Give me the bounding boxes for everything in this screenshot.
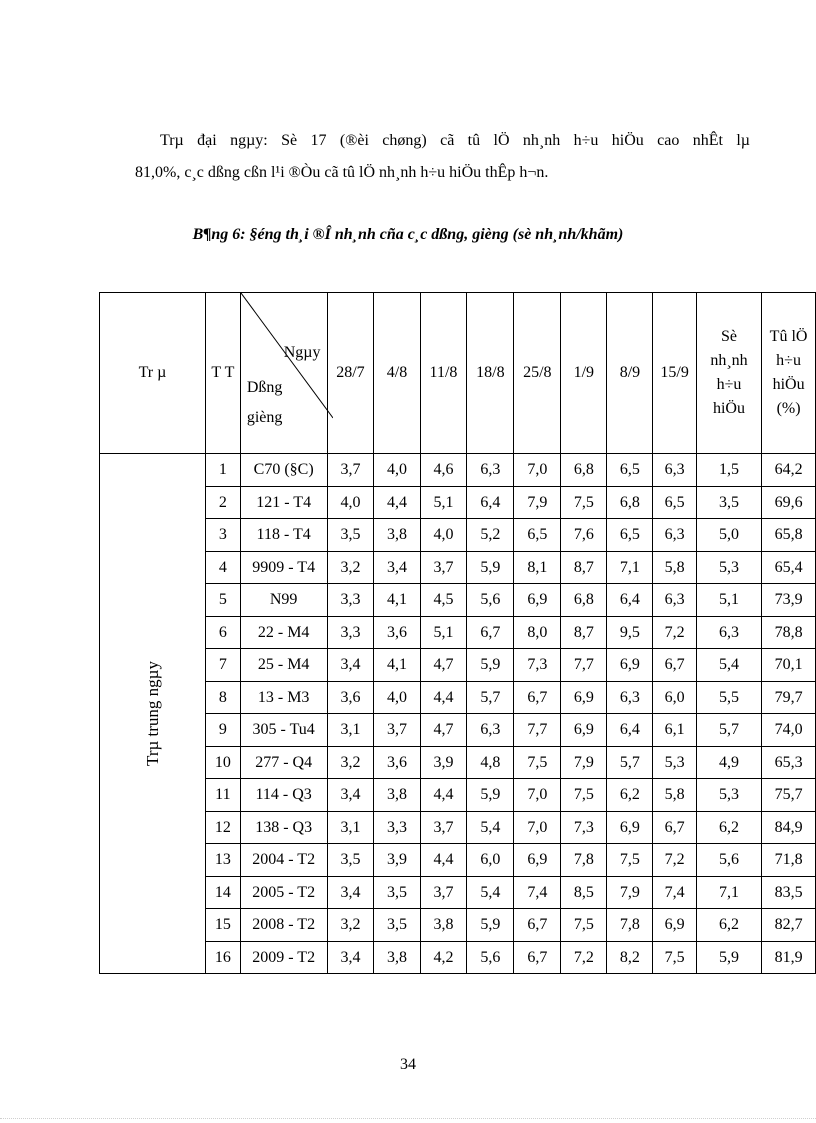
row-value-cell: 6,0	[653, 681, 696, 714]
row-value-cell: 4,0	[374, 454, 420, 487]
row-value-cell: 4,4	[420, 844, 467, 877]
row-value-cell: 3,4	[374, 551, 420, 584]
header-diagonal-cell	[240, 293, 327, 454]
header-date-7: 8/9	[607, 293, 653, 454]
group-label: Trµ trung ngµy	[142, 661, 162, 766]
row-value-cell: 6,9	[561, 714, 607, 747]
row-value-cell: 5,1	[420, 616, 467, 649]
row-value-cell: 3,9	[374, 844, 420, 877]
row-effective-cell: 5,5	[696, 681, 761, 714]
row-value-cell: 5,9	[467, 779, 514, 812]
row-value-cell: 3,2	[327, 909, 374, 942]
row-value-cell: 7,0	[514, 454, 561, 487]
header-date-8: 15/9	[653, 293, 696, 454]
row-rate-cell: 78,8	[762, 616, 816, 649]
tillering-table	[99, 292, 816, 974]
row-tt-cell: 12	[205, 811, 240, 844]
row-effective-cell: 5,7	[696, 714, 761, 747]
row-tt-cell: 16	[205, 941, 240, 974]
row-value-cell: 4,5	[420, 584, 467, 617]
header-effective-rate: Tû lÖ h÷u hiÖu (%)	[762, 293, 816, 454]
row-tt-cell: 13	[205, 844, 240, 877]
row-rate-cell: 75,7	[762, 779, 816, 812]
row-value-cell: 3,7	[420, 876, 467, 909]
row-value-cell: 3,6	[374, 616, 420, 649]
row-effective-cell: 5,6	[696, 844, 761, 877]
row-value-cell: 6,4	[607, 714, 653, 747]
row-value-cell: 3,3	[327, 584, 374, 617]
row-value-cell: 3,3	[374, 811, 420, 844]
row-rate-cell: 70,1	[762, 649, 816, 682]
row-value-cell: 6,3	[467, 714, 514, 747]
row-value-cell: 5,1	[420, 486, 467, 519]
header-date-2: 4/8	[374, 293, 420, 454]
row-line-cell: 9909 - T4	[240, 551, 327, 584]
row-value-cell: 4,4	[420, 779, 467, 812]
row-value-cell: 6,7	[514, 909, 561, 942]
row-value-cell: 6,5	[653, 486, 696, 519]
row-value-cell: 4,0	[420, 519, 467, 552]
row-tt-cell: 3	[205, 519, 240, 552]
row-value-cell: 7,7	[561, 649, 607, 682]
row-rate-cell: 79,7	[762, 681, 816, 714]
row-value-cell: 3,1	[327, 811, 374, 844]
row-value-cell: 5,9	[467, 551, 514, 584]
row-line-cell: 277 - Q4	[240, 746, 327, 779]
row-value-cell: 5,6	[467, 584, 514, 617]
table-row	[100, 649, 816, 682]
row-tt-cell: 10	[205, 746, 240, 779]
paragraph-line-1: Trµ đại ngµy: Sè 17 (®èi chøng) cã tû lÖ nh¸nh h÷u hiÖu cao nhÊt lµ	[160, 132, 750, 149]
row-value-cell: 7,9	[561, 746, 607, 779]
row-value-cell: 3,5	[374, 876, 420, 909]
row-value-cell: 3,1	[327, 714, 374, 747]
row-line-cell: 305 - Tu4	[240, 714, 327, 747]
table-row	[100, 454, 816, 487]
row-value-cell: 5,7	[467, 681, 514, 714]
row-value-cell: 3,7	[374, 714, 420, 747]
header-row	[100, 293, 816, 454]
row-rate-cell: 65,3	[762, 746, 816, 779]
row-value-cell: 3,7	[327, 454, 374, 487]
row-value-cell: 5,2	[467, 519, 514, 552]
header-ngay: Ngµy	[283, 344, 321, 361]
table-row	[100, 876, 816, 909]
table-caption: B¶ng 6: §éng th¸i ®Î nh¸nh cña c¸c dßng, gièng (sè nh¸nh/khãm)	[192, 226, 624, 243]
row-value-cell: 7,7	[514, 714, 561, 747]
row-value-cell: 3,2	[327, 551, 374, 584]
row-tt-cell: 7	[205, 649, 240, 682]
row-tt-cell: 14	[205, 876, 240, 909]
row-rate-cell: 73,9	[762, 584, 816, 617]
row-value-cell: 7,9	[514, 486, 561, 519]
row-value-cell: 6,1	[653, 714, 696, 747]
group-label-cell	[100, 454, 206, 974]
row-value-cell: 6,7	[514, 941, 561, 974]
row-value-cell: 7,9	[607, 876, 653, 909]
row-effective-cell: 1,5	[696, 454, 761, 487]
row-value-cell: 6,4	[467, 486, 514, 519]
table-row	[100, 909, 816, 942]
row-line-cell: 121 - T4	[240, 486, 327, 519]
row-value-cell: 6,3	[653, 519, 696, 552]
row-value-cell: 6,3	[467, 454, 514, 487]
table-row	[100, 519, 816, 552]
row-effective-cell: 3,5	[696, 486, 761, 519]
row-line-cell: 2009 - T2	[240, 941, 327, 974]
row-value-cell: 5,9	[467, 649, 514, 682]
row-value-cell: 5,9	[467, 909, 514, 942]
row-tt-cell: 9	[205, 714, 240, 747]
row-value-cell: 8,1	[514, 551, 561, 584]
row-rate-cell: 82,7	[762, 909, 816, 942]
page-number: 34	[400, 1056, 416, 1073]
row-value-cell: 6,8	[561, 584, 607, 617]
row-value-cell: 7,3	[514, 649, 561, 682]
row-value-cell: 3,7	[420, 551, 467, 584]
row-line-cell: 118 - T4	[240, 519, 327, 552]
row-tt-cell: 2	[205, 486, 240, 519]
row-value-cell: 6,7	[514, 681, 561, 714]
row-line-cell: 25 - M4	[240, 649, 327, 682]
row-value-cell: 6,0	[467, 844, 514, 877]
row-value-cell: 3,5	[374, 909, 420, 942]
row-rate-cell: 84,9	[762, 811, 816, 844]
header-date-4: 18/8	[467, 293, 514, 454]
row-value-cell: 3,7	[420, 811, 467, 844]
row-value-cell: 3,5	[327, 519, 374, 552]
table-row	[100, 746, 816, 779]
row-value-cell: 6,3	[607, 681, 653, 714]
row-value-cell: 4,4	[420, 681, 467, 714]
row-value-cell: 8,7	[561, 551, 607, 584]
row-value-cell: 4,1	[374, 649, 420, 682]
row-value-cell: 3,5	[327, 844, 374, 877]
row-value-cell: 6,4	[607, 584, 653, 617]
row-value-cell: 7,0	[514, 811, 561, 844]
header-tt: T T	[205, 293, 240, 454]
row-value-cell: 3,2	[327, 746, 374, 779]
row-line-cell: 2004 - T2	[240, 844, 327, 877]
row-line-cell: 22 - M4	[240, 616, 327, 649]
row-value-cell: 3,4	[327, 779, 374, 812]
row-effective-cell: 5,0	[696, 519, 761, 552]
row-tt-cell: 15	[205, 909, 240, 942]
row-value-cell: 4,7	[420, 649, 467, 682]
row-value-cell: 7,5	[607, 844, 653, 877]
table-row	[100, 844, 816, 877]
row-value-cell: 7,6	[561, 519, 607, 552]
row-value-cell: 7,3	[561, 811, 607, 844]
row-value-cell: 6,5	[514, 519, 561, 552]
row-value-cell: 6,8	[561, 454, 607, 487]
row-tt-cell: 11	[205, 779, 240, 812]
row-value-cell: 8,0	[514, 616, 561, 649]
table-row	[100, 941, 816, 974]
row-rate-cell: 64,2	[762, 454, 816, 487]
row-line-cell: 2008 - T2	[240, 909, 327, 942]
row-line-cell: 13 - M3	[240, 681, 327, 714]
body-paragraph	[135, 125, 750, 189]
row-effective-cell: 7,1	[696, 876, 761, 909]
row-effective-cell: 5,3	[696, 779, 761, 812]
row-value-cell: 6,9	[514, 844, 561, 877]
row-value-cell: 7,2	[653, 616, 696, 649]
paragraph-line-2: 81,0%, c¸c dßng cßn l¹i ®Òu cã tû lÖ nh¸nh h÷u hiÖu thÊp h¬n.	[135, 164, 549, 181]
row-value-cell: 7,2	[561, 941, 607, 974]
row-value-cell: 4,6	[420, 454, 467, 487]
row-value-cell: 7,5	[561, 486, 607, 519]
row-value-cell: 3,8	[374, 519, 420, 552]
row-value-cell: 8,5	[561, 876, 607, 909]
row-value-cell: 8,7	[561, 616, 607, 649]
row-value-cell: 3,3	[327, 616, 374, 649]
row-value-cell: 5,7	[607, 746, 653, 779]
row-rate-cell: 81,9	[762, 941, 816, 974]
header-date-1: 28/7	[327, 293, 374, 454]
row-value-cell: 6,5	[607, 519, 653, 552]
row-rate-cell: 65,4	[762, 551, 816, 584]
header-effective-tillers: Sè nh¸nh h÷u hiÖu	[696, 293, 761, 454]
table-row	[100, 551, 816, 584]
row-value-cell: 5,8	[653, 551, 696, 584]
row-tt-cell: 8	[205, 681, 240, 714]
row-value-cell: 7,5	[561, 779, 607, 812]
row-value-cell: 7,5	[653, 941, 696, 974]
row-value-cell: 4,0	[374, 681, 420, 714]
row-value-cell: 7,8	[607, 909, 653, 942]
row-value-cell: 5,8	[653, 779, 696, 812]
row-value-cell: 3,6	[374, 746, 420, 779]
header-dong-giong: Dßng gièng	[246, 379, 283, 426]
row-rate-cell: 65,8	[762, 519, 816, 552]
row-effective-cell: 5,9	[696, 941, 761, 974]
row-value-cell: 6,5	[607, 454, 653, 487]
row-tt-cell: 1	[205, 454, 240, 487]
row-tt-cell: 6	[205, 616, 240, 649]
table-row	[100, 681, 816, 714]
row-line-cell: 2005 - T2	[240, 876, 327, 909]
row-tt-cell: 5	[205, 584, 240, 617]
header-date-5: 25/8	[514, 293, 561, 454]
row-value-cell: 6,9	[561, 681, 607, 714]
row-line-cell: 138 - Q3	[240, 811, 327, 844]
row-value-cell: 6,9	[607, 649, 653, 682]
row-value-cell: 4,8	[467, 746, 514, 779]
header-date-6: 1/9	[561, 293, 607, 454]
row-value-cell: 7,1	[607, 551, 653, 584]
row-value-cell: 6,3	[653, 584, 696, 617]
row-value-cell: 6,8	[607, 486, 653, 519]
row-tt-cell: 4	[205, 551, 240, 584]
row-value-cell: 7,4	[514, 876, 561, 909]
row-value-cell: 3,6	[327, 681, 374, 714]
row-value-cell: 4,2	[420, 941, 467, 974]
row-value-cell: 4,0	[327, 486, 374, 519]
row-value-cell: 6,7	[467, 616, 514, 649]
row-rate-cell: 71,8	[762, 844, 816, 877]
row-value-cell: 5,6	[467, 941, 514, 974]
row-value-cell: 3,4	[327, 876, 374, 909]
row-value-cell: 3,4	[327, 941, 374, 974]
header-date-3: 11/8	[420, 293, 467, 454]
row-effective-cell: 6,3	[696, 616, 761, 649]
row-effective-cell: 6,2	[696, 811, 761, 844]
row-value-cell: 9,5	[607, 616, 653, 649]
footer-divider	[0, 1118, 816, 1119]
row-value-cell: 5,3	[653, 746, 696, 779]
row-value-cell: 6,9	[607, 811, 653, 844]
row-value-cell: 3,8	[374, 941, 420, 974]
row-line-cell: N99	[240, 584, 327, 617]
row-value-cell: 7,5	[514, 746, 561, 779]
row-line-cell: C70 (§C)	[240, 454, 327, 487]
row-effective-cell: 5,1	[696, 584, 761, 617]
row-value-cell: 6,2	[607, 779, 653, 812]
table-row	[100, 779, 816, 812]
row-line-cell: 114 - Q3	[240, 779, 327, 812]
table-row	[100, 616, 816, 649]
row-value-cell: 4,4	[374, 486, 420, 519]
row-value-cell: 7,0	[514, 779, 561, 812]
row-value-cell: 3,9	[420, 746, 467, 779]
row-value-cell: 7,5	[561, 909, 607, 942]
row-value-cell: 3,8	[420, 909, 467, 942]
row-effective-cell: 5,3	[696, 551, 761, 584]
row-value-cell: 5,4	[467, 811, 514, 844]
row-value-cell: 4,7	[420, 714, 467, 747]
row-value-cell: 6,9	[653, 909, 696, 942]
row-effective-cell: 5,4	[696, 649, 761, 682]
row-value-cell: 6,7	[653, 649, 696, 682]
row-effective-cell: 4,9	[696, 746, 761, 779]
row-value-cell: 6,9	[514, 584, 561, 617]
row-value-cell: 3,8	[374, 779, 420, 812]
table-row	[100, 486, 816, 519]
table-row	[100, 811, 816, 844]
row-value-cell: 4,1	[374, 584, 420, 617]
row-value-cell: 7,8	[561, 844, 607, 877]
table-row	[100, 584, 816, 617]
row-rate-cell: 83,5	[762, 876, 816, 909]
row-rate-cell: 69,6	[762, 486, 816, 519]
row-value-cell: 7,4	[653, 876, 696, 909]
row-value-cell: 6,7	[653, 811, 696, 844]
table-row	[100, 714, 816, 747]
row-value-cell: 7,2	[653, 844, 696, 877]
row-value-cell: 8,2	[607, 941, 653, 974]
row-value-cell: 6,3	[653, 454, 696, 487]
row-value-cell: 3,4	[327, 649, 374, 682]
row-rate-cell: 74,0	[762, 714, 816, 747]
header-tra: Tr µ	[100, 293, 206, 454]
row-value-cell: 5,4	[467, 876, 514, 909]
row-effective-cell: 6,2	[696, 909, 761, 942]
